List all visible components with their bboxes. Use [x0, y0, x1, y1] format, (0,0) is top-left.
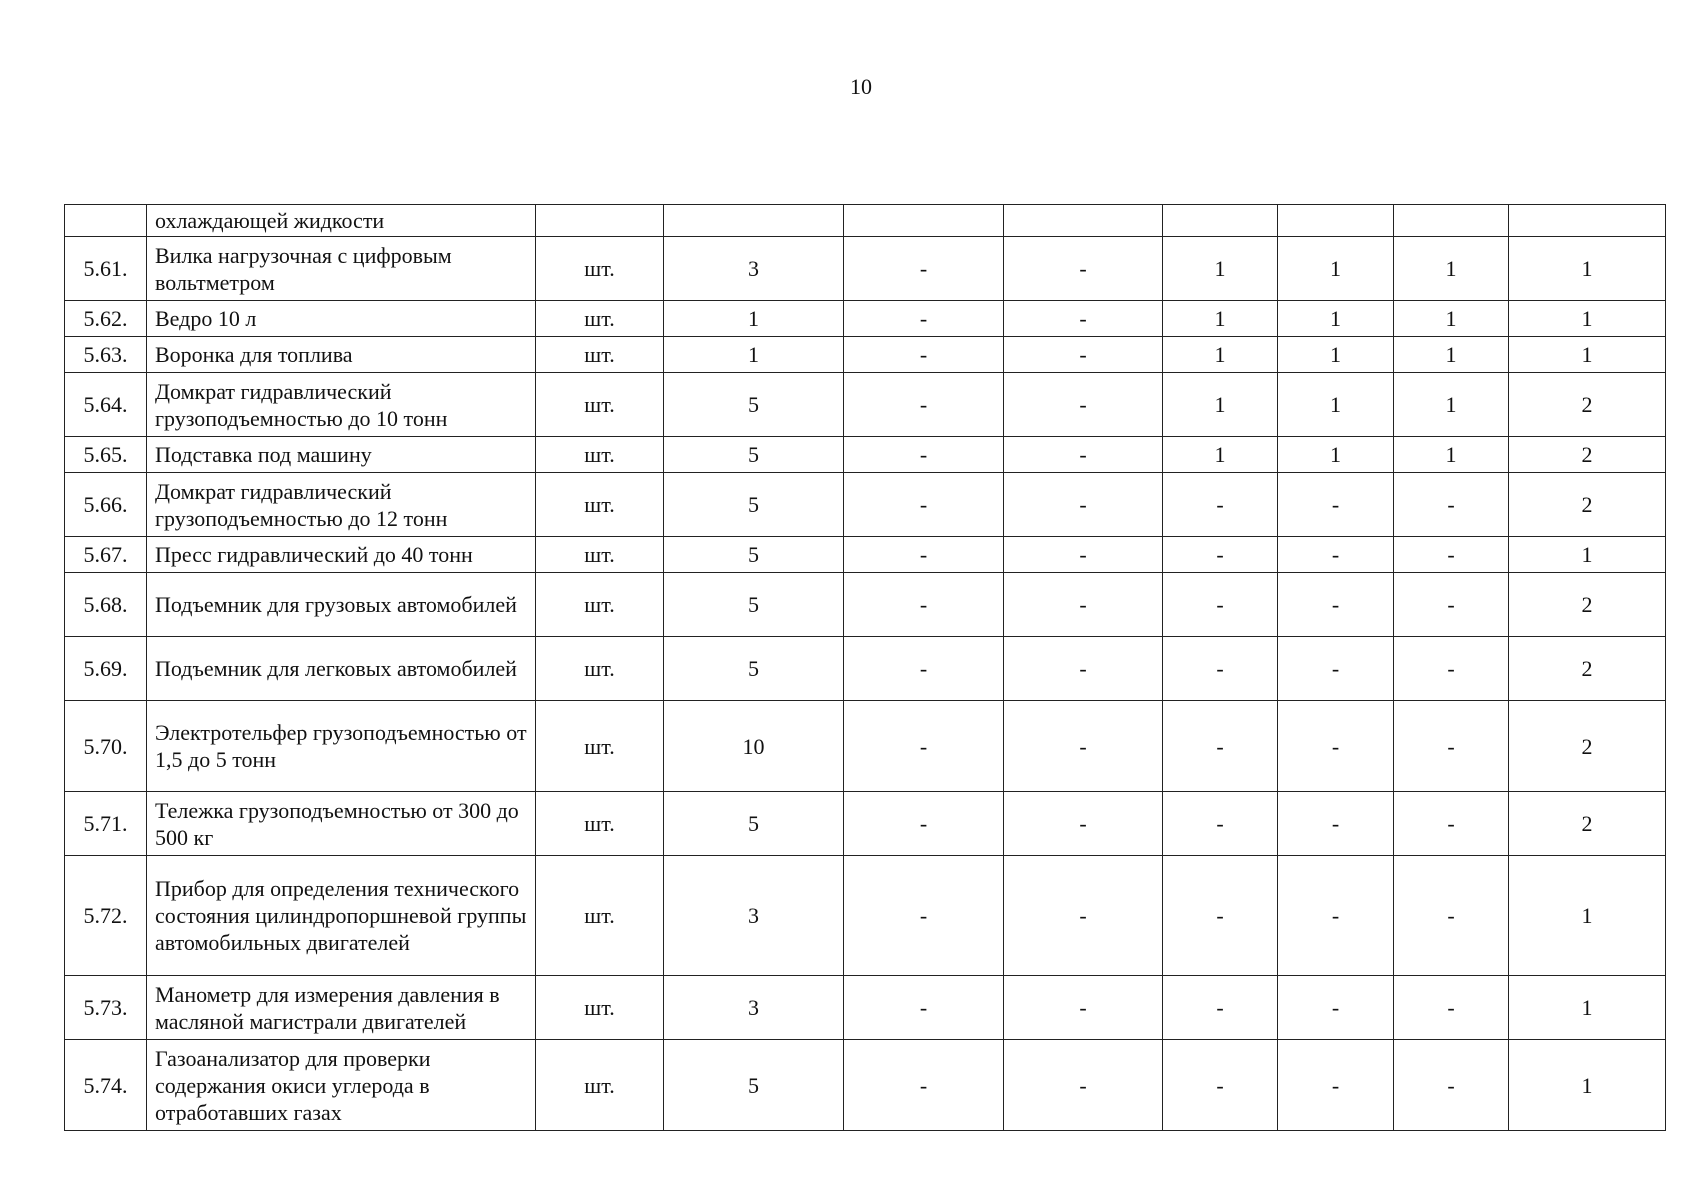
item-value: -: [1394, 473, 1509, 537]
item-value: 1: [1163, 237, 1278, 301]
item-value: [1278, 205, 1394, 237]
item-value: -: [1004, 537, 1163, 573]
item-unit: шт.: [536, 792, 664, 856]
item-name: Манометр для измерения давления в масляной магистрали двигателей: [147, 976, 536, 1040]
table-body: [65, 205, 1666, 1131]
table-row: [65, 473, 1666, 537]
item-number: 5.70.: [65, 701, 147, 792]
item-value: 1: [1278, 337, 1394, 373]
table-row: [65, 856, 1666, 976]
item-value: 2: [1509, 637, 1666, 701]
item-value: [1004, 205, 1163, 237]
item-number: 5.65.: [65, 437, 147, 473]
item-number: 5.62.: [65, 301, 147, 337]
item-value: 1: [1394, 437, 1509, 473]
item-value: 5: [664, 537, 844, 573]
item-value: [1394, 205, 1509, 237]
item-value: 1: [664, 337, 844, 373]
item-number: 5.63.: [65, 337, 147, 373]
item-name: Тележка грузоподъемностью от 300 до 500 кг: [147, 792, 536, 856]
item-value: -: [1004, 337, 1163, 373]
item-value: -: [1004, 856, 1163, 976]
item-number: 5.61.: [65, 237, 147, 301]
item-value: 5: [664, 437, 844, 473]
item-value: -: [1004, 473, 1163, 537]
item-name: Домкрат гидравлический грузоподъемностью до 10 тонн: [147, 373, 536, 437]
item-value: 5: [664, 1040, 844, 1131]
item-value: 1: [1278, 373, 1394, 437]
item-value: 1: [1163, 301, 1278, 337]
item-value: -: [1394, 976, 1509, 1040]
item-value: -: [844, 537, 1004, 573]
item-value: -: [1394, 1040, 1509, 1131]
item-value: -: [1394, 537, 1509, 573]
item-value: -: [1004, 573, 1163, 637]
item-name: Ведро 10 л: [147, 301, 536, 337]
item-name: Подъемник для легковых автомобилей: [147, 637, 536, 701]
table-row: [65, 701, 1666, 792]
item-value: 5: [664, 373, 844, 437]
table-row: [65, 792, 1666, 856]
item-value: -: [1163, 701, 1278, 792]
item-value: -: [1004, 373, 1163, 437]
item-name: Пресс гидравлический до 40 тонн: [147, 537, 536, 573]
table-row: [65, 1040, 1666, 1131]
item-name: охлаждающей жидкости: [147, 205, 536, 237]
item-value: 1: [1278, 237, 1394, 301]
item-value: -: [1004, 437, 1163, 473]
item-unit: шт.: [536, 437, 664, 473]
item-name: Подставка под машину: [147, 437, 536, 473]
item-value: -: [1394, 701, 1509, 792]
item-value: -: [1004, 792, 1163, 856]
item-value: -: [1278, 976, 1394, 1040]
item-name: Подъемник для грузовых автомобилей: [147, 573, 536, 637]
item-value: 1: [1394, 237, 1509, 301]
item-name: Домкрат гидравлический грузоподъемностью до 12 тонн: [147, 473, 536, 537]
item-number: 5.66.: [65, 473, 147, 537]
item-value: 3: [664, 976, 844, 1040]
item-value: -: [1278, 473, 1394, 537]
item-value: 1: [1509, 976, 1666, 1040]
item-value: [844, 205, 1004, 237]
item-value: 5: [664, 792, 844, 856]
item-unit: шт.: [536, 976, 664, 1040]
table-row: [65, 373, 1666, 437]
item-value: -: [1278, 701, 1394, 792]
item-value: 3: [664, 237, 844, 301]
table-row: [65, 301, 1666, 337]
item-unit: шт.: [536, 537, 664, 573]
item-value: -: [1163, 473, 1278, 537]
item-number: 5.64.: [65, 373, 147, 437]
item-value: 1: [1509, 537, 1666, 573]
item-value: [1509, 205, 1666, 237]
item-name: Вилка нагрузочная с цифровым вольтметром: [147, 237, 536, 301]
item-value: 1: [664, 301, 844, 337]
item-value: -: [1394, 856, 1509, 976]
item-unit: шт.: [536, 701, 664, 792]
item-value: 1: [1509, 301, 1666, 337]
item-value: 2: [1509, 437, 1666, 473]
item-value: -: [1394, 792, 1509, 856]
item-value: -: [844, 237, 1004, 301]
item-value: -: [1163, 637, 1278, 701]
item-value: -: [844, 792, 1004, 856]
item-number: 5.73.: [65, 976, 147, 1040]
item-unit: шт.: [536, 856, 664, 976]
item-value: -: [1163, 1040, 1278, 1131]
item-value: [1163, 205, 1278, 237]
item-value: 1: [1163, 337, 1278, 373]
item-value: 1: [1163, 373, 1278, 437]
page-number: 10: [850, 74, 872, 99]
item-value: 2: [1509, 473, 1666, 537]
item-value: -: [1004, 637, 1163, 701]
item-value: -: [1394, 637, 1509, 701]
item-value: -: [844, 1040, 1004, 1131]
item-value: 2: [1509, 701, 1666, 792]
item-value: 5: [664, 473, 844, 537]
item-value: -: [844, 337, 1004, 373]
item-value: -: [844, 701, 1004, 792]
item-value: 1: [1509, 1040, 1666, 1131]
item-value: -: [844, 373, 1004, 437]
table-row: [65, 205, 1666, 237]
item-value: -: [1163, 976, 1278, 1040]
item-value: -: [844, 437, 1004, 473]
item-value: 5: [664, 573, 844, 637]
table-row: [65, 537, 1666, 573]
item-unit: шт.: [536, 473, 664, 537]
item-value: -: [1278, 537, 1394, 573]
item-number: 5.71.: [65, 792, 147, 856]
item-value: 1: [1509, 237, 1666, 301]
item-value: -: [844, 573, 1004, 637]
item-number: 5.67.: [65, 537, 147, 573]
item-unit: шт.: [536, 373, 664, 437]
item-number: 5.72.: [65, 856, 147, 976]
item-value: -: [844, 976, 1004, 1040]
item-value: 2: [1509, 792, 1666, 856]
item-name: Электротельфер грузоподъемностью от 1,5 до 5 тонн: [147, 701, 536, 792]
item-value: 2: [1509, 573, 1666, 637]
table-row: [65, 237, 1666, 301]
item-value: -: [1004, 237, 1163, 301]
item-value: 1: [1394, 373, 1509, 437]
item-number: 5.74.: [65, 1040, 147, 1131]
item-value: -: [1163, 573, 1278, 637]
item-value: -: [1163, 792, 1278, 856]
item-value: -: [1278, 792, 1394, 856]
item-value: -: [844, 856, 1004, 976]
equipment-table: [64, 204, 1666, 1131]
item-value: -: [1004, 301, 1163, 337]
item-value: 1: [1509, 337, 1666, 373]
item-value: -: [1278, 637, 1394, 701]
item-value: -: [844, 301, 1004, 337]
item-value: -: [1278, 856, 1394, 976]
item-unit: [536, 205, 664, 237]
item-value: 1: [1278, 301, 1394, 337]
item-unit: шт.: [536, 301, 664, 337]
item-value: 1: [1394, 337, 1509, 373]
item-number: 5.69.: [65, 637, 147, 701]
item-unit: шт.: [536, 1040, 664, 1131]
item-number: [65, 205, 147, 237]
item-value: [664, 205, 844, 237]
item-value: -: [1004, 1040, 1163, 1131]
item-unit: шт.: [536, 573, 664, 637]
item-unit: шт.: [536, 237, 664, 301]
item-value: -: [1394, 573, 1509, 637]
item-value: -: [1278, 1040, 1394, 1131]
item-name: Газоанализатор для проверки содержания окиси углерода в отработавших газах: [147, 1040, 536, 1131]
item-value: 2: [1509, 373, 1666, 437]
item-value: 1: [1509, 856, 1666, 976]
item-value: -: [1163, 537, 1278, 573]
item-value: -: [1004, 701, 1163, 792]
item-value: -: [1004, 976, 1163, 1040]
table-row: [65, 976, 1666, 1040]
table-row: [65, 437, 1666, 473]
item-value: 3: [664, 856, 844, 976]
item-value: -: [844, 637, 1004, 701]
item-unit: шт.: [536, 637, 664, 701]
item-value: -: [1163, 856, 1278, 976]
item-name: Прибор для определения технического состояния цилиндропоршневой группы автомобильных двигателей: [147, 856, 536, 976]
item-unit: шт.: [536, 337, 664, 373]
item-value: 1: [1394, 301, 1509, 337]
table-row: [65, 337, 1666, 373]
item-value: -: [1278, 573, 1394, 637]
item-value: 10: [664, 701, 844, 792]
item-value: -: [844, 473, 1004, 537]
table-row: [65, 573, 1666, 637]
item-value: 5: [664, 637, 844, 701]
item-value: 1: [1163, 437, 1278, 473]
item-number: 5.68.: [65, 573, 147, 637]
item-name: Воронка для топлива: [147, 337, 536, 373]
table-row: [65, 637, 1666, 701]
item-value: 1: [1278, 437, 1394, 473]
